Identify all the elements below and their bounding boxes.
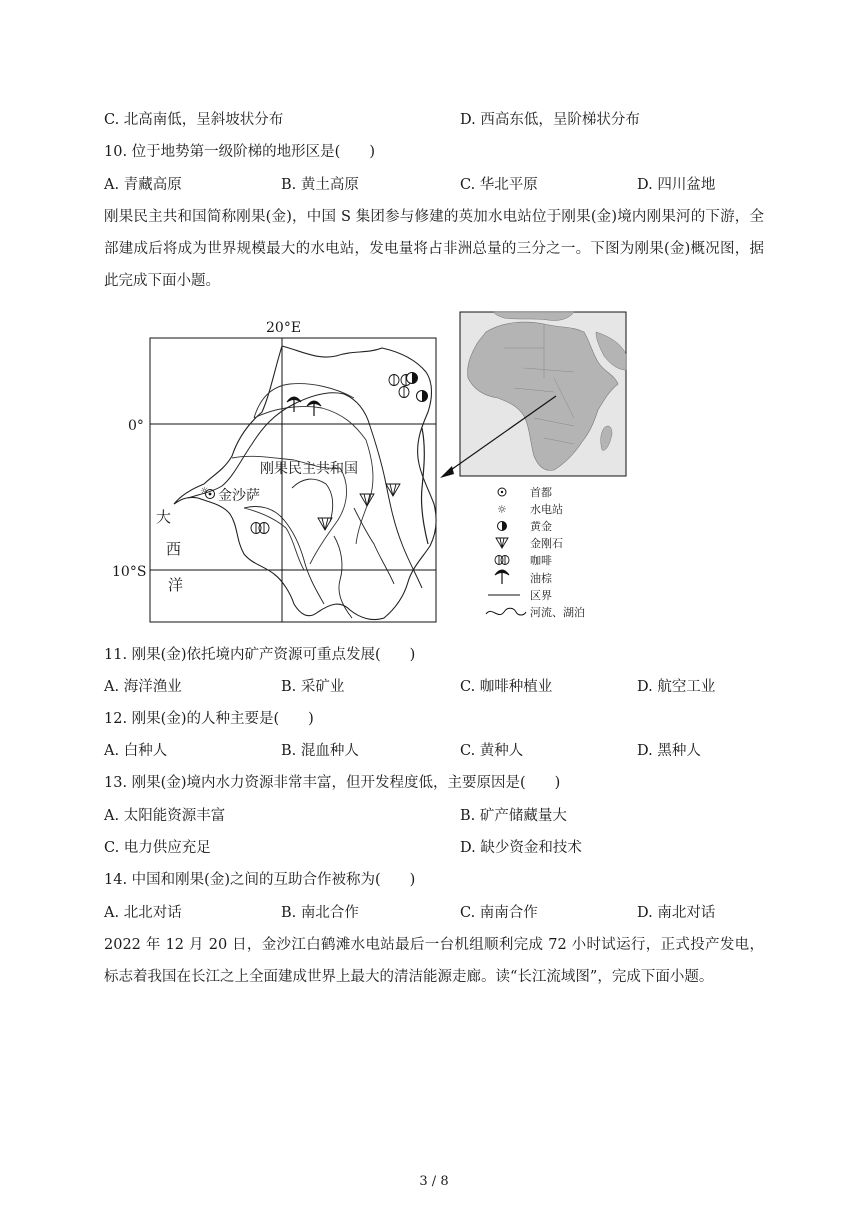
q11-stem: 11. 刚果(金)依托境内矿产资源可重点发展( ) bbox=[104, 647, 416, 663]
q14-option-b: B. 南北合作 bbox=[281, 905, 359, 921]
legend-gold-icon bbox=[498, 522, 507, 531]
q12-option-d: D. 黑种人 bbox=[637, 743, 701, 759]
capital-label: 金沙萨 bbox=[218, 488, 260, 504]
legend-river-icon bbox=[486, 608, 526, 615]
gold-symbol-2 bbox=[417, 391, 428, 402]
gold-symbol-1 bbox=[407, 373, 418, 384]
legend-hydropower-label: 水电站 bbox=[530, 503, 563, 516]
passage-congo: 刚果民主共和国简称刚果(金)，中国 S 集团参与修建的英加水电站位于刚果(金)境内刚果河的下游，全部建成后将成为世界规模最大的水电站，发电量将占非洲总量的三分之一。下图为刚果(金)概况图，据此完成下面小题。 bbox=[104, 209, 764, 289]
q10-option-b: B. 黄土高原 bbox=[281, 177, 359, 193]
internal-boundary-3 bbox=[254, 384, 354, 418]
legend-coffee-label: 咖啡 bbox=[530, 554, 552, 567]
q13-option-a: A. 太阳能资源丰富 bbox=[104, 808, 226, 824]
legend-gold-label: 黄金 bbox=[530, 520, 552, 533]
legend-boundary-label: 区界 bbox=[530, 589, 552, 602]
q10-stem: 10. 位于地势第一级阶梯的地形区是( ) bbox=[104, 144, 375, 160]
country-label: 刚果民主共和国 bbox=[260, 461, 358, 477]
legend-coffee-icon bbox=[495, 556, 509, 565]
internal-boundary-5 bbox=[244, 508, 304, 570]
q10-option-d: D. 四川盆地 bbox=[637, 177, 716, 193]
passage-baihetan: 2022 年 12 月 20 日，金沙江白鹤滩水电站最后一台机组顺利完成 72 小时试运行，正式投产发电，标志着我国在长江之上全面建成世界上最大的清洁能源走廊。读“长江流域图”，完成下面小题。 bbox=[104, 937, 764, 985]
q11-option-d: D. 航空工业 bbox=[637, 679, 716, 695]
lat10-label: 10°S bbox=[112, 564, 147, 580]
diamond-symbol-3 bbox=[318, 518, 332, 530]
q12-option-b: B. 混血种人 bbox=[281, 743, 359, 759]
africa-inset-map bbox=[460, 312, 626, 476]
river-tributary-2 bbox=[354, 508, 394, 584]
q14-stem: 14. 中国和刚果(金)之间的互助合作被称为( ) bbox=[104, 872, 416, 888]
q11-option-a: A. 海洋渔业 bbox=[104, 679, 182, 695]
ocean-char-1: 大 bbox=[156, 508, 172, 526]
q14-option-c: C. 南南合作 bbox=[460, 905, 538, 921]
q12-option-a: A. 白种人 bbox=[104, 743, 168, 759]
legend-oil-palm-label: 油棕 bbox=[530, 572, 552, 585]
legend-capital-label: 首都 bbox=[530, 486, 552, 499]
ocean-char-2: 西 bbox=[166, 540, 182, 558]
q13-option-c: C. 电力供应充足 bbox=[104, 840, 211, 856]
q14-option-a: A. 北北对话 bbox=[104, 905, 182, 921]
coffee-symbol-sw bbox=[251, 523, 269, 534]
oil-palm-symbol-2 bbox=[307, 401, 321, 416]
q9-option-d: D. 西高东低，呈阶梯状分布 bbox=[460, 112, 640, 128]
lat0-label: 0° bbox=[128, 418, 144, 434]
q9-option-c: C. 北高南低，呈斜坡状分布 bbox=[104, 112, 284, 128]
main-map-frame bbox=[150, 338, 436, 622]
q12-stem: 12. 刚果(金)的人种主要是( ) bbox=[104, 711, 314, 727]
q14-option-d: D. 南北对话 bbox=[637, 905, 716, 921]
congo-map-figure bbox=[104, 308, 684, 628]
legend-hydropower-icon: ☼ bbox=[497, 503, 507, 516]
hydropower-station-symbol: ☼ bbox=[200, 486, 209, 497]
country-border bbox=[174, 346, 436, 620]
legend-capital-icon bbox=[498, 488, 506, 496]
q12-option-c: C. 黄种人 bbox=[460, 743, 524, 759]
internal-boundary-4 bbox=[310, 468, 347, 564]
legend-diamond-label: 金刚石 bbox=[530, 537, 563, 550]
map-legend bbox=[486, 485, 585, 619]
lon-label: 20°E bbox=[266, 320, 302, 336]
ocean-char-3: 洋 bbox=[168, 576, 184, 594]
q10-option-a: A. 青藏高原 bbox=[104, 177, 182, 193]
q13-option-b: B. 矿产储藏量大 bbox=[460, 808, 567, 824]
page-number: 3 / 8 bbox=[419, 1174, 449, 1189]
river-tributary-1 bbox=[292, 479, 333, 522]
legend-river-label: 河流、湖泊 bbox=[530, 606, 585, 619]
diamond-symbol-1 bbox=[360, 494, 374, 506]
q13-option-d: D. 缺少资金和技术 bbox=[460, 840, 582, 856]
legend-oil-palm-icon bbox=[495, 570, 509, 584]
q10-option-c: C. 华北平原 bbox=[460, 177, 538, 193]
q11-option-b: B. 采矿业 bbox=[281, 679, 345, 695]
q11-option-c: C. 咖啡种植业 bbox=[460, 679, 553, 695]
river-kasai bbox=[244, 507, 324, 605]
q13-stem: 13. 刚果(金)境内水力资源非常丰富，但开发程度低，主要原因是( ) bbox=[104, 775, 561, 791]
legend-diamond-icon bbox=[496, 538, 508, 548]
oil-palm-symbol-1 bbox=[287, 397, 301, 412]
